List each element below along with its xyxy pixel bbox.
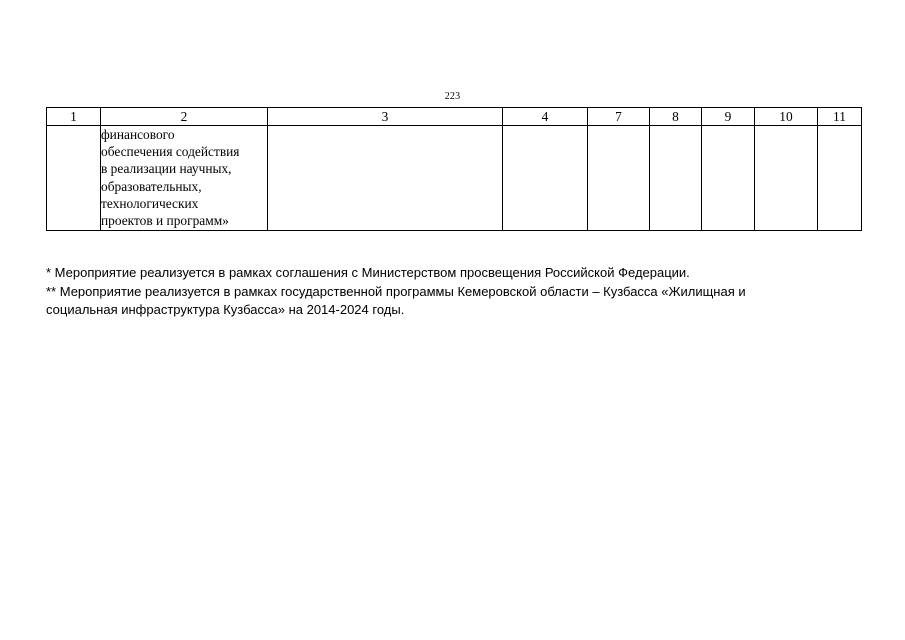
header-col-9: 9 [702, 108, 755, 126]
footnote-1: * Мероприятие реализуется в рамках соглашения с Министерством просвещения Российской Федерации. [46, 265, 690, 280]
cell-text-line: проектов и программ» [101, 213, 229, 229]
table-row [47, 126, 862, 231]
cell-col-10 [755, 126, 818, 231]
page-number: 223 [444, 91, 461, 102]
cell-col-3 [268, 126, 503, 231]
data-table [46, 107, 862, 231]
table-header-row [47, 108, 862, 126]
cell-col-4 [503, 126, 588, 231]
cell-col-9 [702, 126, 755, 231]
cell-col-8 [650, 126, 702, 231]
cell-col-1 [47, 126, 101, 231]
header-col-2: 2 [101, 108, 268, 126]
footnotes [46, 264, 846, 320]
footnote-2-line-2: социальная инфраструктура Кузбасса» на 2014-2024 годы. [46, 302, 405, 317]
cell-text-line: финансового [101, 127, 175, 142]
header-col-11: 11 [818, 108, 862, 126]
cell-col-11 [818, 126, 862, 231]
cell-text-line: в реализации научных, [101, 161, 232, 177]
cell-col-7 [588, 126, 650, 231]
cell-text-line: технологических [101, 195, 199, 211]
footnote-2-line-1: ** Мероприятие реализуется в рамках государственной программы Кемеровской области – Кузбасса «Жилищная и [46, 283, 746, 299]
header-col-7: 7 [588, 108, 650, 126]
header-col-4: 4 [503, 108, 588, 126]
cell-col-2 [101, 126, 268, 231]
header-col-8: 8 [650, 108, 702, 126]
header-col-1: 1 [47, 108, 101, 126]
cell-text-line: образовательных, [101, 178, 202, 194]
cell-text-line: обеспечения содействия [101, 144, 240, 160]
header-col-3: 3 [268, 108, 503, 126]
header-col-10: 10 [755, 108, 818, 126]
